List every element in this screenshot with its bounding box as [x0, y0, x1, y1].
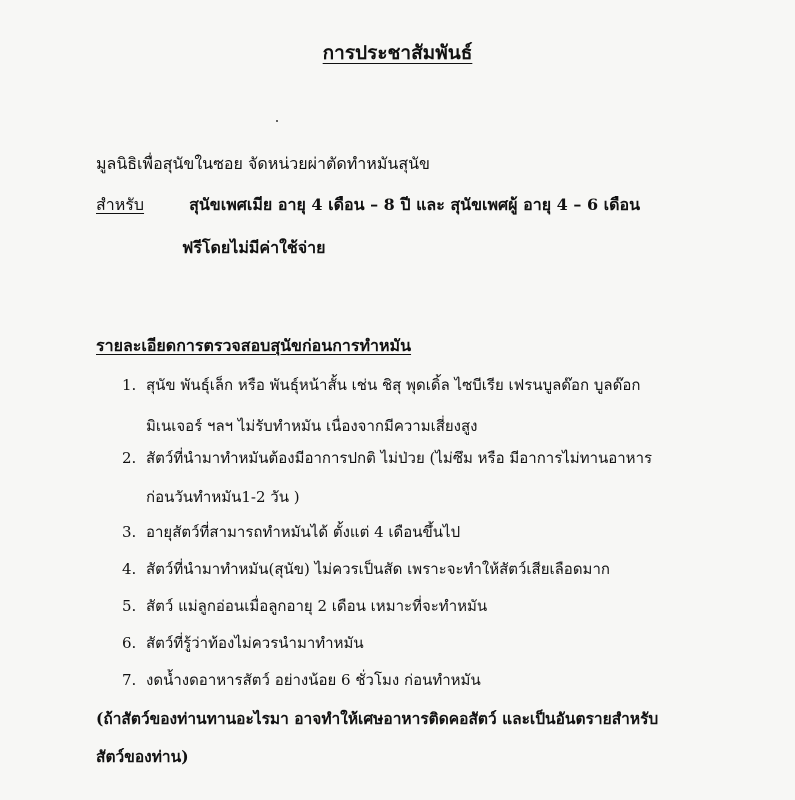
- item-number: 1.: [122, 376, 137, 394]
- free-of-charge-text: ฟรีโดยไม่มีค่าใช้จ่าย: [182, 238, 326, 257]
- item-number: 4.: [122, 560, 137, 578]
- list-item-7: [122, 668, 481, 692]
- item-number: 6.: [122, 634, 137, 652]
- item-number: 2.: [122, 449, 137, 467]
- list-item-4: [122, 557, 610, 581]
- item-text: สัตว์ แม่ลูกอ่อนเมื่อลูกอายุ 2 เดือน เหมาะที่จะทำหมัน: [146, 597, 488, 615]
- page-title: การประชาสัมพันธ์: [322, 42, 473, 64]
- item-text: สัตว์ที่นำมาทำหมันต้องมีอาการปกติ ไม่ป่วย (ไม่ซึม หรือ มีอาการไม่ทานอาหาร: [146, 449, 653, 467]
- item-text: สัตว์ที่นำมาทำหมัน(สุนัข) ไม่ควรเป็นสัด เพราะจะทำให้สัตว์เสียเลือดมาก: [146, 560, 610, 578]
- list-item-2-continuation: ก่อนวันทำหมัน1-2 วัน ): [146, 488, 300, 506]
- item-number: 5.: [122, 597, 137, 615]
- eligibility-text: สุนัขเพศเมีย อายุ 4 เดือน – 8 ปี และ สุนัขเพศผู้ อายุ 4 – 6 เดือน: [189, 195, 641, 214]
- list-item-1: [122, 373, 640, 397]
- list-item-6: [122, 631, 364, 655]
- list-item-1-continuation: มิเนเจอร์ ฯลฯ ไม่รับทำหมัน เนื่องจากมีความเสี่ยงสูง: [146, 417, 478, 435]
- item-text: งดน้ำงดอาหารสัตว์ อย่างน้อย 6 ชั่วโมง ก่อนทำหมัน: [146, 671, 481, 689]
- for-label: สำหรับ: [96, 195, 145, 214]
- item-text: สุนัข พันธุ์เล็ก หรือ พันธุ์หน้าสั้น เช่น ชิสุ พุดเดิ้ล ไซบีเรีย เฟรนบูลด๊อก บูลด๊อก: [146, 376, 641, 394]
- item-text: อายุสัตว์ที่สามารถทำหมันได้ ตั้งแต่ 4 เดือนขึ้นไป: [146, 523, 461, 541]
- list-item-3: [122, 520, 460, 544]
- section-title: รายละเอียดการตรวจสอบสุนัขก่อนการทำหมัน: [96, 336, 412, 355]
- item-number: 3.: [122, 523, 137, 541]
- organization-line: มูลนิธิเพื่อสุนัขในซอย จัดหน่วยผ่าตัดทำหมันสุนัข: [96, 154, 430, 173]
- eligibility-row: [96, 193, 640, 218]
- note-line-1: (ถ้าสัตว์ของท่านทานอะไรมา อาจทำให้เศษอาหารติดคอสัตว์ และเป็นอันตรายสำหรับ: [96, 709, 659, 728]
- note-line-2: สัตว์ของท่าน): [96, 747, 189, 766]
- stray-dot: [276, 120, 278, 122]
- item-text: สัตว์ที่รู้ว่าท้องไม่ควรนำมาทำหมัน: [146, 634, 364, 652]
- list-item-5: [122, 594, 487, 618]
- item-number: 7.: [122, 671, 137, 689]
- list-item-2: [122, 446, 652, 470]
